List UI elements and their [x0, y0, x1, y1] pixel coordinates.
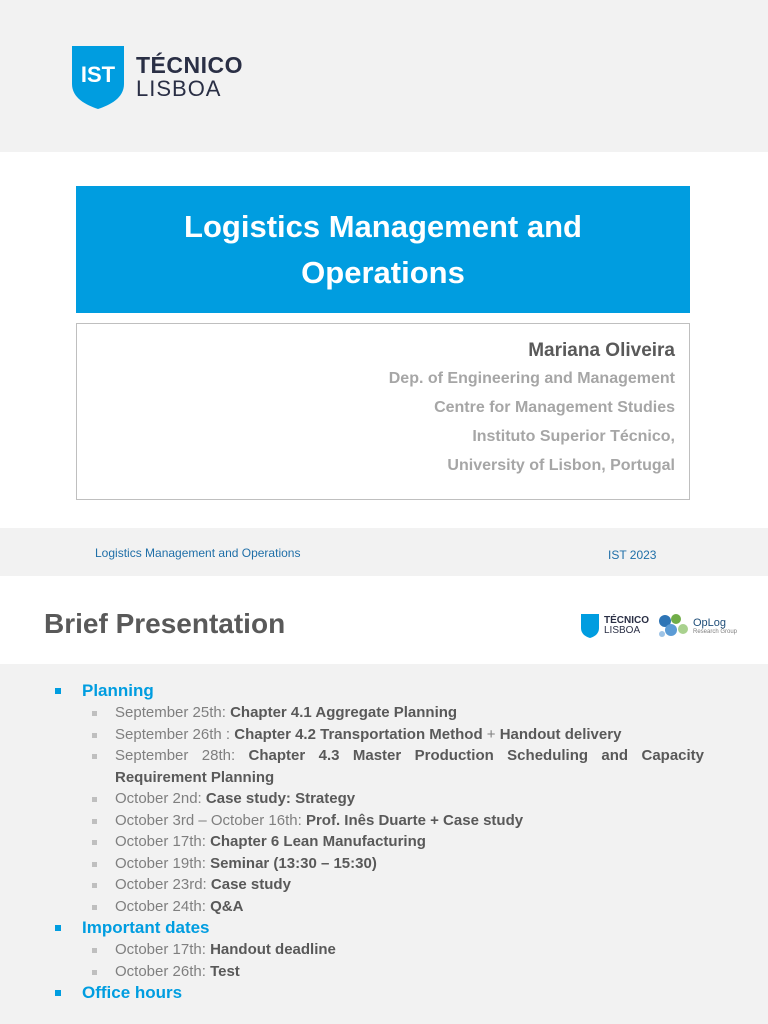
author-name: Mariana Oliveira	[528, 340, 675, 361]
ist-shield-icon	[70, 44, 126, 110]
oplog-icon	[657, 612, 691, 640]
slide2-content	[54, 680, 704, 1004]
list-item: September 25th: Chapter 4.1 Aggregate Planning	[54, 702, 704, 724]
oplog-logo	[657, 612, 737, 640]
list-item: October 2nd: Case study: Strategy	[54, 788, 704, 810]
section-office-hours: Office hours	[54, 982, 704, 1004]
logo-line2: LISBOA	[136, 76, 222, 101]
slide-footer	[0, 528, 768, 576]
list-item: October 17th: Chapter 6 Lean Manufacturing	[54, 831, 704, 853]
slide-header	[0, 0, 768, 152]
section-planning: Planning	[54, 680, 704, 702]
tecnico-logo	[70, 44, 243, 110]
footer-year: IST 2023	[608, 548, 657, 562]
list-item: October 3rd – October 16th: Prof. Inês Duarte + Case study	[54, 810, 704, 832]
list-item: September 28th: Chapter 4.3 Master Production Scheduling and Capacity Requirement Planning	[54, 745, 704, 788]
svg-text:IST: IST	[80, 62, 116, 87]
oplog-name: OpLog	[693, 616, 727, 629]
slide2-header	[0, 576, 768, 664]
list-item: October 17th: Handout deadline	[54, 939, 704, 961]
author-affiliation-1: Dep. of Engineering and Management	[388, 370, 675, 387]
author-affiliation-3: Instituto Superior Técnico,	[472, 428, 675, 445]
author-affiliation-4: University of Lisbon, Portugal	[447, 457, 675, 474]
author-box	[76, 323, 690, 500]
author-affiliation-2: Centre for Management Studies	[434, 399, 675, 416]
section-important-dates: Important dates	[54, 917, 704, 939]
header-logos	[580, 612, 737, 640]
list-item: October 19th: Seminar (13:30 – 15:30)	[54, 853, 704, 875]
title-box	[76, 186, 690, 313]
logo-line1: TÉCNICO	[136, 52, 243, 78]
mini-logo-line1: TÉCNICO	[604, 615, 649, 626]
mini-logo-line2: LISBOA	[604, 625, 641, 636]
brief-presentation-slide	[0, 576, 768, 1024]
slide2-title: Brief Presentation	[44, 608, 286, 639]
oplog-subtitle: Research Group	[693, 628, 738, 635]
list-item: October 24th: Q&A	[54, 896, 704, 918]
list-item: October 26th: Test	[54, 961, 704, 983]
ist-shield-icon	[580, 613, 600, 639]
list-item: September 26th : Chapter 4.2 Transportation Method + Handout delivery	[54, 724, 704, 746]
list-item: October 23rd: Case study	[54, 874, 704, 896]
slide-title: Logistics Management and Operations	[184, 208, 582, 290]
footer-course-name: Logistics Management and Operations	[95, 546, 301, 560]
